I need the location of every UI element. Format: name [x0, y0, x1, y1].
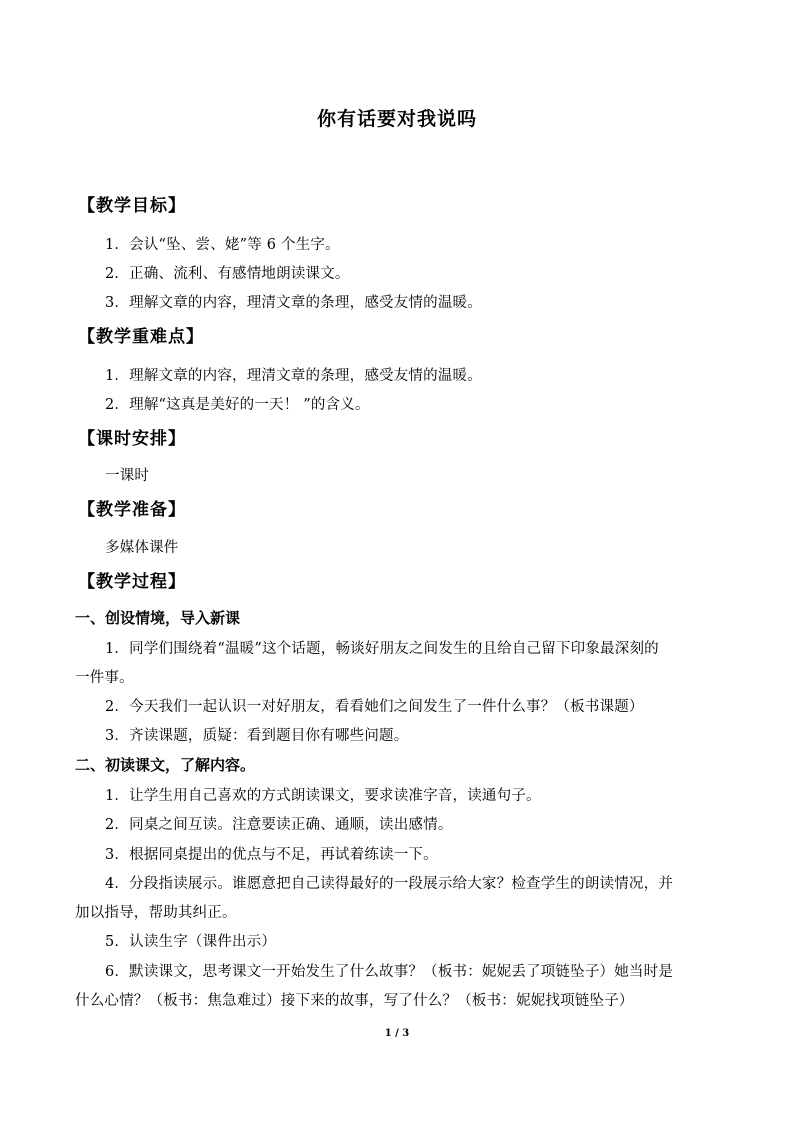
page-title: 你有话要对我说吗 [316, 108, 477, 130]
part2-item-6: 6．默读课文，思考课文一开始发生了什么故事？（板书：妮妮丢了项链坠子）她当时是 [105, 964, 674, 980]
part2-item-4: 4．分段指读展示。谁愿意把自己读得最好的一段展示给大家？检查学生的朗读情况，并 [105, 876, 674, 892]
section-heading-schedule: 【课时安排】 [78, 429, 186, 449]
part2-item-3: 3．根据同桌提出的优点与不足，再试着练读一下。 [105, 847, 438, 863]
part2-item-4-cont: 加以指导，帮助其纠正。 [75, 905, 237, 921]
part2-item-5: 5．认读生字（课件出示） [105, 934, 277, 950]
part2-item-1: 1．让学生用自己喜欢的方式朗读课文，要求读准字音，读通句子。 [105, 788, 541, 804]
page-number: 1 / 3 [384, 1028, 410, 1039]
part1-item-3: 3．齐读课题，质疑：看到题目你有哪些问题。 [105, 728, 409, 744]
part1-heading: 一、创设情境，导入新课 [75, 609, 241, 627]
preparation-text: 多媒体课件 [105, 540, 179, 556]
section-heading-preparation: 【教学准备】 [78, 500, 186, 520]
section-heading-key-points: 【教学重难点】 [78, 327, 204, 347]
section-heading-process: 【教学过程】 [78, 572, 186, 592]
part2-item-6-cont: 什么心情？（板书：焦急难过）接下来的故事，写了什么？（板书：妮妮找项链坠子） [75, 993, 634, 1009]
part2-item-2: 2．同桌之间互读。注意要读正确、通顺，读出感情。 [105, 817, 453, 833]
part1-item-1: 1．同学们围绕着“温暖”这个话题，畅谈好朋友之间发生的且给自己留下印象最深刻的 [105, 641, 659, 657]
part1-item-2: 2．今天我们一起认识一对好朋友，看看她们之间发生了一件什么事？（板书课题） [105, 699, 644, 715]
key-point-item-1: 1．理解文章的内容，理清文章的条理，感受友情的温暖。 [105, 368, 482, 384]
key-point-item-2: 2．理解“这真是美好的一天！ ”的含义。 [105, 397, 370, 413]
part1-item-1-cont: 一件事。 [75, 670, 134, 686]
section-heading-goals: 【教学目标】 [78, 196, 186, 216]
goal-item-1: 1．会认“坠、尝、姥”等 6 个生字。 [105, 237, 340, 253]
schedule-text: 一课时 [105, 468, 150, 484]
goal-item-3: 3．理解文章的内容，理清文章的条理，感受友情的温暖。 [105, 295, 482, 311]
part2-heading: 二、初读课文，了解内容。 [75, 756, 256, 774]
goal-item-2: 2．正确、流利、有感情地朗读课文。 [105, 266, 350, 282]
